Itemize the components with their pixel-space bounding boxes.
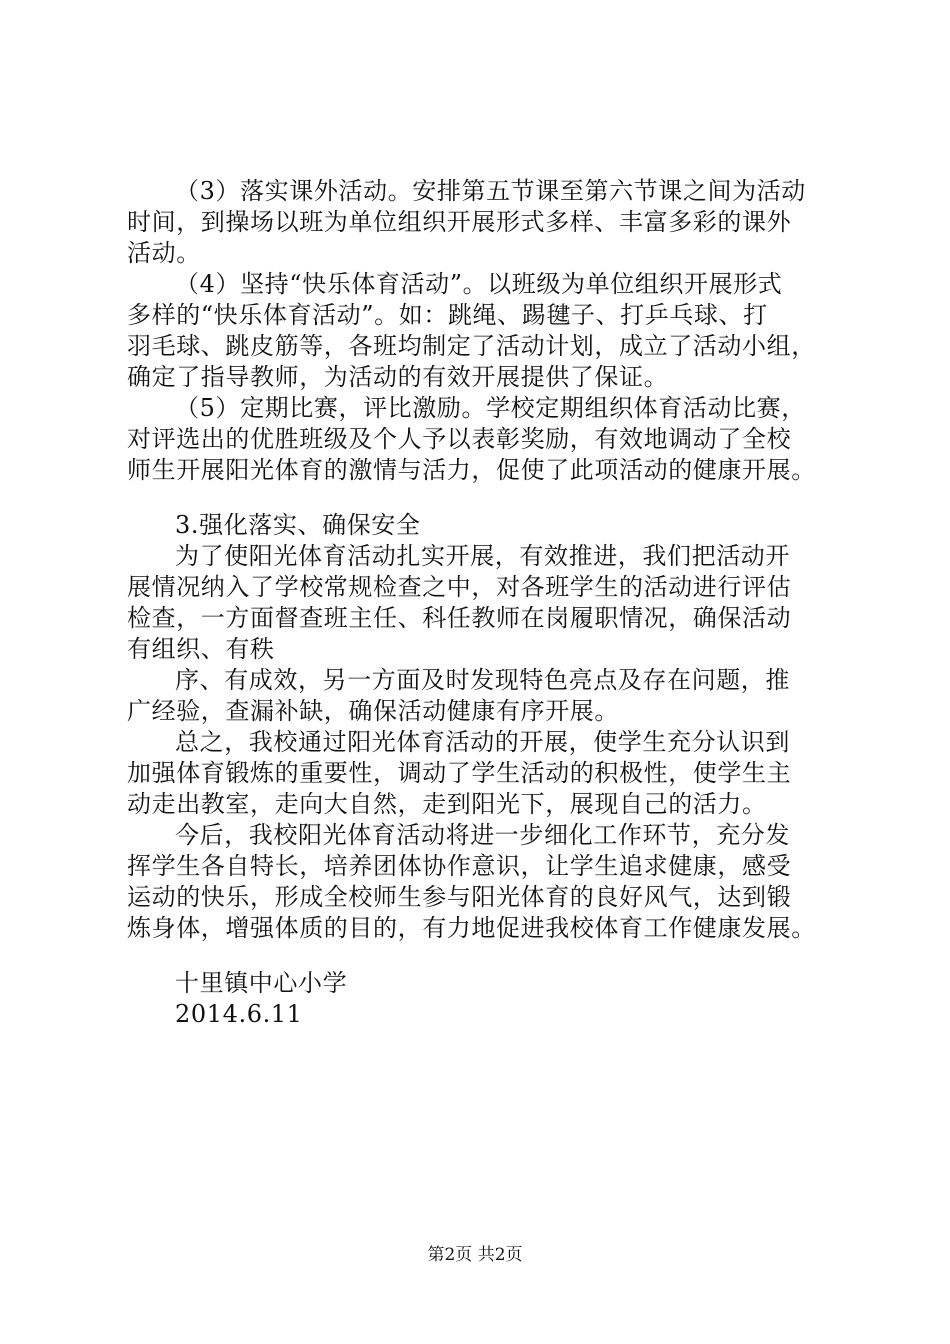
paragraph-5-line-2: 对评选出的优胜班级及个人予以表彰奖励，有效地调动了全校: [127, 425, 792, 453]
paragraph-3-line-2: 时间，到操场以班为单位组织开展形式多样、丰富多彩的课外: [127, 208, 792, 236]
paragraph-safety-cont-line-2: 广经验，查漏补缺，确保活动健康有序开展。: [127, 697, 619, 725]
paragraph-4-line-3: 羽毛球、跳皮筋等，各班均制定了活动计划，成立了活动小组，: [127, 332, 816, 360]
paragraph-4-line-2: 多样的“快乐体育活动”。如：跳绳、踢毽子、打乒乓球、打: [127, 301, 768, 329]
paragraph-future-line-4: 炼身体，增强体质的目的，有力地促进我校体育工作健康发展。: [127, 914, 816, 942]
paragraph-summary-line-3: 动走出教室，走向大自然，走到阳光下，展现自己的活力。: [127, 790, 767, 818]
paragraph-future-line-2: 挥学生各自特长，培养团体协作意识，让学生追求健康，感受: [127, 852, 792, 880]
signature-school: 十里镇中心小学: [175, 969, 348, 997]
page-number-footer: 第2页 共2页: [427, 1245, 523, 1265]
paragraph-safety-cont-line-1: 序、有成效，另一方面及时发现特色亮点及存在问题，推: [175, 666, 790, 694]
paragraph-future-line-1: 今后，我校阳光体育活动将进一步细化工作环节，充分发: [175, 821, 790, 849]
paragraph-4-line-1: （4）坚持“快乐体育活动”。以班级为单位组织开展形式: [175, 270, 783, 298]
paragraph-summary-line-2: 加强体育锻炼的重要性，调动了学生活动的积极性，使学生主: [127, 759, 792, 787]
paragraph-3-line-3: 活动。: [127, 239, 201, 267]
paragraph-5-line-3: 师生开展阳光体育的激情与活力，促使了此项活动的健康开展。: [127, 456, 816, 484]
paragraph-safety-line-2: 展情况纳入了学校常规检查之中，对各班学生的活动进行评估: [127, 573, 792, 601]
paragraph-future-line-3: 运动的快乐，形成全校师生参与阳光体育的良好风气，达到锻: [127, 883, 792, 911]
section-heading: 3.强化落实、确保安全: [175, 511, 421, 539]
signature-date: 2014.6.11: [175, 1000, 303, 1028]
paragraph-safety-line-4: 有组织、有秩: [127, 635, 275, 663]
paragraph-3-line-1: （3）落实课外活动。安排第五节课至第六节课之间为活动: [175, 177, 806, 205]
paragraph-safety-line-3: 检查，一方面督查班主任、科任教师在岗履职情况，确保活动: [127, 604, 792, 632]
paragraph-4-line-4: 确定了指导教师，为活动的有效开展提供了保证。: [127, 363, 669, 391]
paragraph-summary-line-1: 总之，我校通过阳光体育活动的开展，使学生充分认识到: [175, 728, 790, 756]
paragraph-safety-line-1: 为了使阳光体育活动扎实开展，有效推进，我们把活动开: [175, 542, 790, 570]
paragraph-5-line-1: （5）定期比赛，评比激励。学校定期组织体育活动比赛，: [175, 394, 806, 422]
